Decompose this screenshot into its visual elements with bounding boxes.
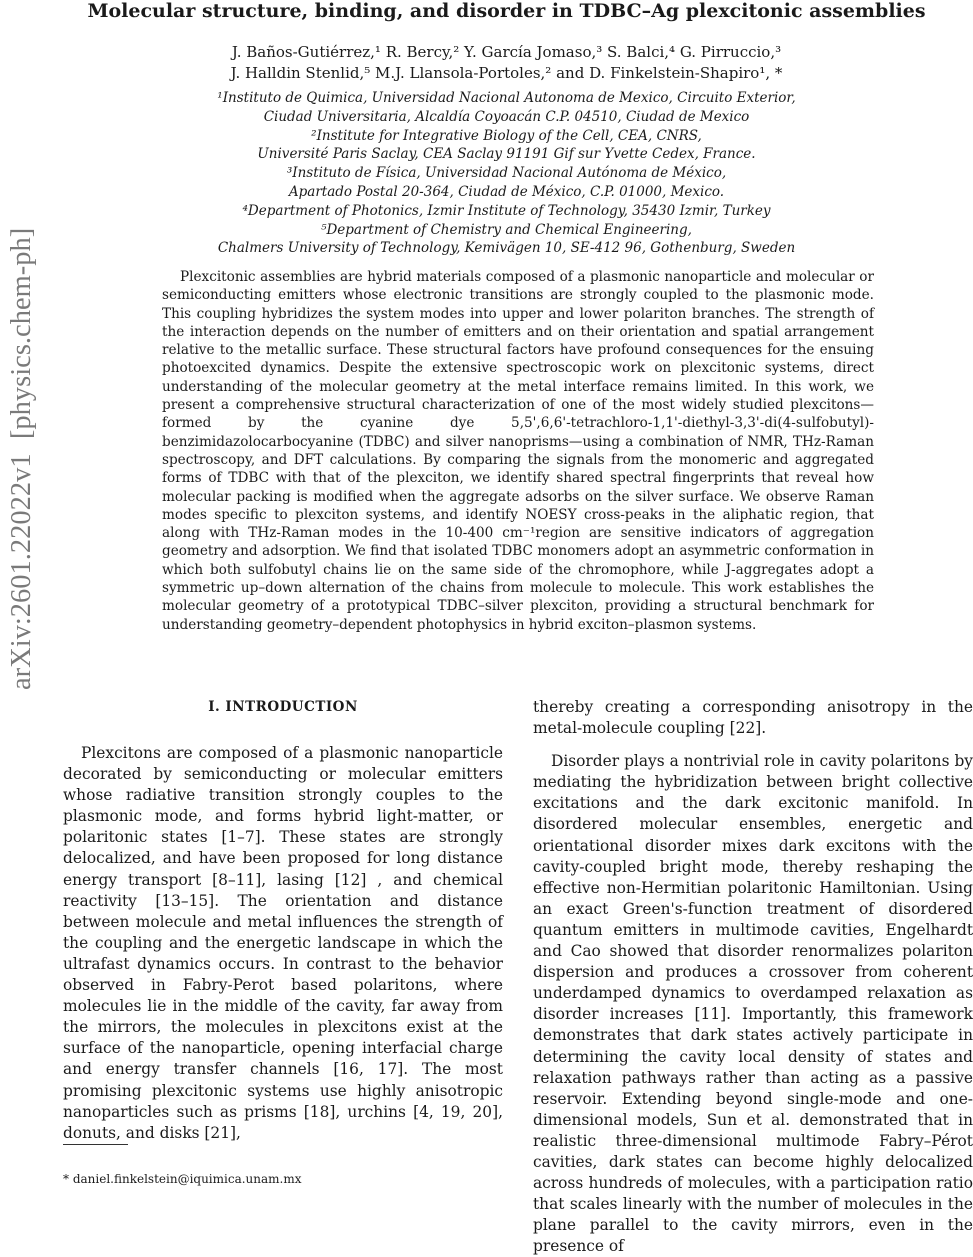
disorder-paragraph: Disorder plays a nontrivial role in cavity polaritons by mediating the hybridization between bright collective excitations and the dark excitonic manifold. In disordered molecular ensembles, energetic and orientational disorder mixes dark excitons with the cavity-coupled bright mode, thereby reshaping the effective non-Hermitian polaritonic Hamiltonian. Using an exact Green's-function treatment of disordered quantum emitters in multimode cavities, Engelhardt and Cao showed that disorder renormalizes polariton dispersion and produces a crossover from coherent underdamped dynamics to overdamped relaxation as disorder increases [11]. Importantly, this framework demonstrates that dark states actively participate in determining the cavity local density of states and relaxation pathways rather than acting as a passive reservoir. Extending beyond single-mode and one-dimensional models, Sun et al. demonstrated that in realistic three-dimensional multimode Fabry–Pérot cavities, dark states can become highly delocalized across hundreds of molecules, with a participation ratio that scales linearly with the number of molecules in the plane parallel to the cavity mirrors, even in the presence of xyxy=(533,752,973,1256)
footnote-rule xyxy=(63,1144,128,1145)
author-line: J. Halldin Stenlid,⁵ M.J. Llansola-Portoles,² and D. Finkelstein-Shapiro¹, * xyxy=(230,64,783,82)
affiliation-line: ⁵Department of Chemistry and Chemical Engineering, xyxy=(321,221,692,238)
intro-paragraph-continued: thereby creating a corresponding anisotropy in the metal-molecule coupling [22]. xyxy=(533,698,973,738)
affiliation-line: Université Paris Saclay, CEA Saclay 91191 Gif sur Yvette Cedex, France. xyxy=(257,146,756,163)
arxiv-identifier-text: arXiv:2601.22022v1 [physics.chem-ph] 29 Jan 2026 xyxy=(6,220,37,690)
abstract-text: Plexcitonic assemblies are hybrid materials composed of a plasmonic nanoparticle and molecular or semiconducting emitters whose electronic transitions are strongly coupled to the plasmonic mode. This coupling hybridizes the system modes into upper and lower polariton branches. The strength of the interaction depends on the number of emitters and on their orientation and spatial arrangement relative to the metallic surface. These structural factors have profound consequences for the ensuing photoexcited dynamics. Despite the extensive spectroscopic work on plexcitonic systems, direct understanding of the molecular geometry at the metal interface remains limited. In this work, we present a comprehensive structural characterization of one of the most widely studied plexcitons—formed by the cyanine dye 5,5',6,6'-tetrachloro-1,1'-diethyl-3,3'-di(4-sulfobutyl)-benzimidazolocarbocyanine (TDBC) and silver nanoprisms—using a combination of NMR, THz-Raman spectroscopy, and DFT calculations. By comparing the signals from the monomeric and aggregated forms of TDBC with that of the plexciton, we identify shared spectral fingerprints that reveal how molecular packing is modified when the aggregate adsorbs on the silver surface. We observe Raman modes specific to plexciton systems, and identify NOESY cross-peaks in the aliphatic region, that along with THz-Raman modes in the 10-400 cm⁻¹region are sensitive indicators of aggregation geometry and adsorption. We find that isolated TDBC monomers adopt an asymmetric conformation in which both sulfobutyl chains lie on the same side of the chromophore, while J-aggregates adopt a symmetric up–down alternation of the chains from molecule to molecule. This work establishes the molecular geometry of a prototypical TDBC–silver plexciton, providing a structural benchmark for understanding geometry–dependent photophysics in hybrid exciton–plasmon systems. xyxy=(162,269,874,633)
author-line: J. Baños-Gutiérrez,¹ R. Bercy,² Y. García Jomaso,³ S. Balci,⁴ G. Pirruccio,³ xyxy=(231,43,782,61)
corresponding-author-footnote: * daniel.finkelstein@iquimica.unam.mx xyxy=(63,1172,302,1186)
affiliation-line: Apartado Postal 20-364, Ciudad de México, C.P. 01000, Mexico. xyxy=(288,183,725,200)
author-list xyxy=(40,42,973,84)
affiliation-line: ¹Instituto de Quimica, Universidad Nacional Autonoma de Mexico, Circuito Exterior, xyxy=(217,90,796,106)
paper-title: Molecular structure, binding, and disorder in TDBC–Ag plexcitonic assemblies xyxy=(87,0,926,22)
affiliation-line: Chalmers University of Technology, Kemivägen 10, SE-412 96, Gothenburg, Sweden xyxy=(217,240,796,257)
affiliation-line: ²Institute for Integrative Biology of the Cell, CEA, CNRS, xyxy=(311,127,702,144)
section-heading-introduction: I. INTRODUCTION xyxy=(208,699,358,715)
affiliation-line: ³Instituto de Física, Universidad Nacional Autónoma de México, xyxy=(286,165,727,182)
abstract xyxy=(162,268,874,634)
intro-paragraph: Plexcitons are composed of a plasmonic nanoparticle decorated by semiconducting or molecular emitters whose radiative transition strongly couples to the plasmonic mode, and forms hybrid light-matter, or polaritonic states [1–7]. These states are strongly delocalized, and have been proposed for long distance energy transport [8–11], lasing [12] , and chemical reactivity [13–15]. The orientation and distance between molecule and metal influences the strength of the coupling and the energetic landscape in which the ultrafast dynamics occurs. In contrast to the behavior observed in Fabry-Perot based polaritons, where molecules lie in the middle of the cavity, far away from the mirrors, the molecules in plexcitons exist at the surface of the nanoparticle, opening interfacial charge and energy transfer channels [16, 17]. The most promising plexcitonic systems use highly anisotropic nanoparticles such as prisms [18], urchins [4, 19, 20], donuts, and disks [21], xyxy=(63,744,503,1142)
left-column xyxy=(63,743,503,1144)
affiliation-line: Ciudad Universitaria, Alcaldía Coyoacán C.P. 04510, Ciudad de Mexico xyxy=(263,108,750,125)
affiliation-line: ⁴Department of Photonics, Izmir Institute of Technology, 35430 Izmir, Turkey xyxy=(242,202,771,219)
right-column xyxy=(533,697,973,1257)
arxiv-identifier-stamp xyxy=(0,220,40,690)
affiliations xyxy=(40,89,973,258)
